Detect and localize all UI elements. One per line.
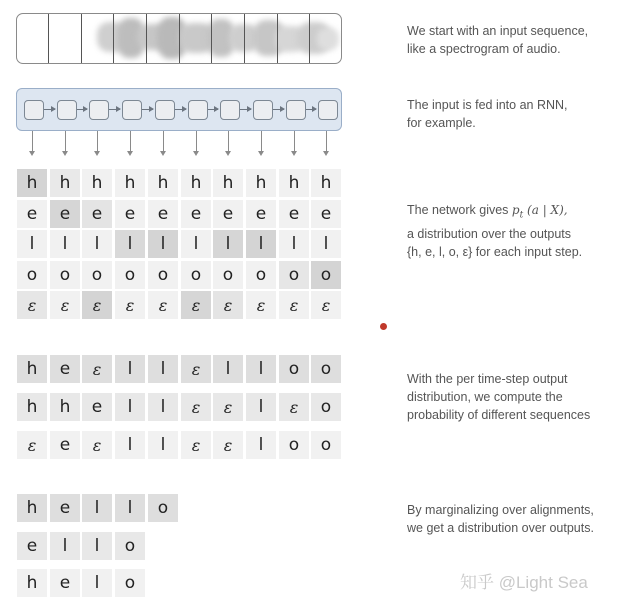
alignment-token: ε xyxy=(181,393,211,421)
alignment-token: ε xyxy=(213,431,243,459)
output-token: o xyxy=(115,532,145,560)
caption-input-sequence xyxy=(407,22,612,58)
down-arrow xyxy=(228,131,229,154)
distribution-cell: e xyxy=(311,200,341,228)
distribution-cell: h xyxy=(181,169,211,197)
down-arrow xyxy=(261,131,262,154)
distribution-cell: o xyxy=(213,261,243,289)
distribution-cell: o xyxy=(82,261,112,289)
output-token: h xyxy=(17,494,47,522)
rnn-recurrent-arrow xyxy=(44,109,55,110)
caption-marginalize xyxy=(407,501,612,537)
distribution-cell: h xyxy=(279,169,309,197)
down-arrow xyxy=(326,131,327,154)
distribution-cell: l xyxy=(279,230,309,258)
alignment-token: o xyxy=(311,355,341,383)
alignment-token: h xyxy=(50,393,80,421)
alignment-token: l xyxy=(246,393,276,421)
output-token: l xyxy=(82,532,112,560)
red-dot-marker xyxy=(380,323,387,330)
distribution-cell: l xyxy=(50,230,80,258)
alignment-token: l xyxy=(115,431,145,459)
distribution-cell: l xyxy=(181,230,211,258)
distribution-cell: ε xyxy=(115,291,145,319)
distribution-cell: o xyxy=(311,261,341,289)
down-arrow xyxy=(294,131,295,154)
rnn-recurrent-arrow xyxy=(273,109,284,110)
rnn-cell xyxy=(57,100,77,120)
alignment-token: l xyxy=(246,431,276,459)
rnn-cell xyxy=(24,100,44,120)
output-token: h xyxy=(17,569,47,597)
alignment-token: ε xyxy=(181,355,211,383)
down-arrow xyxy=(65,131,66,154)
rnn-recurrent-arrow xyxy=(109,109,120,110)
distribution-cell: o xyxy=(279,261,309,289)
distribution-cell: h xyxy=(213,169,243,197)
distribution-cell: l xyxy=(115,230,145,258)
output-token: l xyxy=(50,532,80,560)
spectrogram-frame-divider xyxy=(179,14,180,63)
distribution-cell: o xyxy=(148,261,178,289)
rnn-recurrent-arrow xyxy=(175,109,186,110)
alignment-token: o xyxy=(311,431,341,459)
spectrogram-texture xyxy=(317,28,339,50)
distribution-cell: ε xyxy=(17,291,47,319)
distribution-cell: e xyxy=(246,200,276,228)
watermark: 知乎 @Light Sea xyxy=(460,573,588,592)
distribution-cell: h xyxy=(246,169,276,197)
distribution-cell: e xyxy=(17,200,47,228)
distribution-cell: l xyxy=(82,230,112,258)
distribution-cell: e xyxy=(115,200,145,228)
caption-line: We start with an input sequence, xyxy=(407,24,589,38)
distribution-cell: o xyxy=(181,261,211,289)
down-arrow xyxy=(130,131,131,154)
rnn-cell xyxy=(220,100,240,120)
distribution-cell: l xyxy=(213,230,243,258)
rnn-recurrent-arrow xyxy=(208,109,218,110)
caption-line: By marginalizing over alignments, xyxy=(407,503,594,517)
caption-distribution xyxy=(407,201,612,261)
alignment-token: e xyxy=(82,393,112,421)
alignment-token: e xyxy=(50,355,80,383)
caption-line: probability of different sequences xyxy=(407,408,591,422)
alignment-token: ε xyxy=(82,355,112,383)
distribution-cell: h xyxy=(17,169,47,197)
alignment-token: ε xyxy=(82,431,112,459)
alignment-token: l xyxy=(115,393,145,421)
rnn-cell xyxy=(286,100,306,120)
distribution-cell: e xyxy=(50,200,80,228)
rnn-cell xyxy=(318,100,338,120)
alignment-token: l xyxy=(246,355,276,383)
caption-line: With the per time-step output xyxy=(407,372,568,386)
output-token: l xyxy=(82,494,112,522)
alignment-token: ε xyxy=(17,431,47,459)
alignment-token: e xyxy=(50,431,80,459)
spectrogram xyxy=(16,13,342,64)
distribution-cell: e xyxy=(213,200,243,228)
distribution-cell: l xyxy=(311,230,341,258)
caption-line: we get a distribution over outputs. xyxy=(407,521,594,535)
distribution-cell: ε xyxy=(279,291,309,319)
distribution-cell: e xyxy=(148,200,178,228)
down-arrow xyxy=(163,131,164,154)
output-token: l xyxy=(115,494,145,522)
distribution-cell: o xyxy=(17,261,47,289)
distribution-cell: h xyxy=(311,169,341,197)
caption-line: like a spectrogram of audio. xyxy=(407,42,561,56)
output-token: o xyxy=(115,569,145,597)
alignment-token: o xyxy=(279,355,309,383)
caption-line: The network gives $p_t$ (a | X), xyxy=(407,203,568,221)
math-expression: (a | X), xyxy=(523,203,568,217)
output-token: l xyxy=(82,569,112,597)
distribution-cell: h xyxy=(82,169,112,197)
distribution-cell: e xyxy=(82,200,112,228)
spectrogram-frame-divider xyxy=(211,14,212,63)
distribution-cell: h xyxy=(50,169,80,197)
distribution-cell: o xyxy=(115,261,145,289)
output-token: e xyxy=(50,494,80,522)
rnn-recurrent-arrow xyxy=(77,109,87,110)
spectrogram-frame-divider xyxy=(309,14,310,63)
spectrogram-frame-divider xyxy=(146,14,147,63)
distribution-cell: l xyxy=(17,230,47,258)
rnn-cell xyxy=(155,100,175,120)
alignment-token: h xyxy=(17,355,47,383)
caption-line: a distribution over the outputs xyxy=(407,226,571,241)
distribution-cell: h xyxy=(115,169,145,197)
caption-line: distribution, we compute the xyxy=(407,390,563,404)
distribution-cell: ε xyxy=(148,291,178,319)
distribution-cell: o xyxy=(246,261,276,289)
output-token: e xyxy=(50,569,80,597)
distribution-cell: e xyxy=(181,200,211,228)
distribution-cell: h xyxy=(148,169,178,197)
distribution-cell: ε xyxy=(213,291,243,319)
rnn-cell xyxy=(253,100,273,120)
rnn-recurrent-arrow xyxy=(142,109,153,110)
math-subscript: t xyxy=(519,210,524,221)
distribution-cell: ε xyxy=(181,291,211,319)
output-token: o xyxy=(148,494,178,522)
distribution-cell: ε xyxy=(50,291,80,319)
output-token: e xyxy=(17,532,47,560)
down-arrow xyxy=(32,131,33,154)
distribution-cell: e xyxy=(279,200,309,228)
alignment-token: l xyxy=(148,355,178,383)
distribution-cell: l xyxy=(148,230,178,258)
caption-alignments xyxy=(407,370,612,424)
rnn-recurrent-arrow xyxy=(240,109,251,110)
alignment-token: ε xyxy=(279,393,309,421)
alignment-token: l xyxy=(148,393,178,421)
spectrogram-frame-divider xyxy=(81,14,82,63)
rnn-block xyxy=(16,88,342,131)
spectrogram-frame-divider xyxy=(48,14,49,63)
spectrogram-frame-divider xyxy=(113,14,114,63)
distribution-cell: ε xyxy=(311,291,341,319)
alignment-token: ε xyxy=(213,393,243,421)
alignment-token: l xyxy=(148,431,178,459)
alignment-token: h xyxy=(17,393,47,421)
rnn-recurrent-arrow xyxy=(306,109,316,110)
rnn-cell xyxy=(188,100,208,120)
spectrogram-frame-divider xyxy=(244,14,245,63)
alignment-token: l xyxy=(115,355,145,383)
alignment-token: ε xyxy=(181,431,211,459)
caption-line: {h, e, l, o, ε} for each input step. xyxy=(407,244,583,259)
alignment-token: o xyxy=(311,393,341,421)
alignment-token: o xyxy=(279,431,309,459)
distribution-cell: l xyxy=(246,230,276,258)
caption-line: for example. xyxy=(407,116,476,130)
down-arrow xyxy=(196,131,197,154)
math-p: p xyxy=(511,203,520,217)
caption-line: The input is fed into an RNN, xyxy=(407,98,568,112)
rnn-cell xyxy=(89,100,109,120)
rnn-cell xyxy=(122,100,142,120)
distribution-cell: ε xyxy=(82,291,112,319)
distribution-cell: ε xyxy=(246,291,276,319)
caption-rnn xyxy=(407,96,612,132)
alignment-token: l xyxy=(213,355,243,383)
spectrogram-frame-divider xyxy=(277,14,278,63)
distribution-cell: o xyxy=(50,261,80,289)
down-arrow xyxy=(97,131,98,154)
